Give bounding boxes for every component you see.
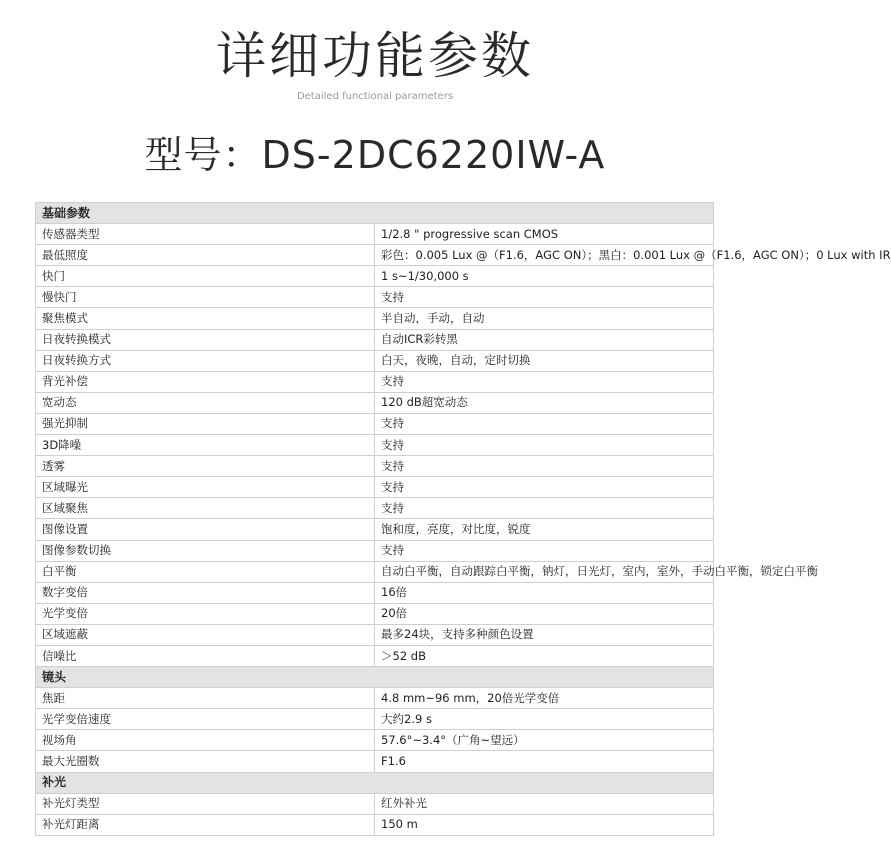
spec-row xyxy=(36,498,714,519)
spec-value: 自动ICR彩转黑 xyxy=(375,329,714,350)
section-header-row xyxy=(36,203,714,224)
section-header-row xyxy=(36,667,714,688)
spec-value: 20倍 xyxy=(375,603,714,624)
section-header-row xyxy=(36,772,714,793)
spec-row xyxy=(36,245,714,266)
spec-row xyxy=(36,751,714,772)
spec-row xyxy=(36,730,714,751)
spec-value: 白天，夜晚，自动，定时切换 xyxy=(375,350,714,371)
spec-value: 支持 xyxy=(375,371,714,392)
spec-row xyxy=(36,392,714,413)
spec-row xyxy=(36,350,714,371)
spec-table xyxy=(35,202,891,836)
spec-value: 16倍 xyxy=(375,582,714,603)
spec-row xyxy=(36,688,714,709)
spec-value: ＞52 dB xyxy=(375,645,714,666)
spec-key: 信噪比 xyxy=(36,645,375,666)
section-title: 镜头 xyxy=(36,667,714,688)
page-subtitle: Detailed functional parameters xyxy=(296,91,454,102)
spec-key: 数字变倍 xyxy=(36,582,375,603)
spec-row xyxy=(36,308,714,329)
section-title: 补光 xyxy=(36,772,714,793)
spec-key: 3D降噪 xyxy=(36,435,375,456)
spec-row xyxy=(36,582,714,603)
spec-row xyxy=(36,645,714,666)
spec-row xyxy=(36,603,714,624)
spec-key: 透雾 xyxy=(36,456,375,477)
spec-key: 背光补偿 xyxy=(36,371,375,392)
spec-key: 快门 xyxy=(36,266,375,287)
spec-row xyxy=(36,287,714,308)
spec-key: 光学变倍速度 xyxy=(36,709,375,730)
spec-row xyxy=(36,793,714,814)
spec-key: 焦距 xyxy=(36,688,375,709)
spec-value: 支持 xyxy=(375,287,714,308)
spec-key: 慢快门 xyxy=(36,287,375,308)
spec-value: 大约2.9 s xyxy=(375,709,714,730)
spec-row xyxy=(36,814,714,835)
spec-row xyxy=(36,266,714,287)
spec-key: 区域聚焦 xyxy=(36,498,375,519)
spec-value: 1 s~1/30,000 s xyxy=(375,266,714,287)
spec-value: 饱和度，亮度，对比度，锐度 xyxy=(375,519,714,540)
spec-value: 支持 xyxy=(375,413,714,434)
spec-key: 聚焦模式 xyxy=(36,308,375,329)
spec-row xyxy=(36,329,714,350)
spec-value: 支持 xyxy=(375,477,714,498)
spec-value: 57.6°~3.4°（广角~望远） xyxy=(375,730,714,751)
spec-key: 最大光圈数 xyxy=(36,751,375,772)
spec-key: 宽动态 xyxy=(36,392,375,413)
spec-key: 传感器类型 xyxy=(36,224,375,245)
spec-value: 150 m xyxy=(375,814,714,835)
spec-key: 白平衡 xyxy=(36,561,375,582)
spec-key: 强光抑制 xyxy=(36,413,375,434)
spec-row xyxy=(36,371,714,392)
spec-value: F1.6 xyxy=(375,751,714,772)
spec-row xyxy=(36,624,714,645)
spec-key: 视场角 xyxy=(36,730,375,751)
spec-row xyxy=(36,709,714,730)
model-number: 型号：DS-2DC6220IW-A xyxy=(144,133,606,177)
spec-key: 图像参数切换 xyxy=(36,540,375,561)
spec-row xyxy=(36,540,714,561)
spec-value: 1/2.8 " progressive scan CMOS xyxy=(375,224,714,245)
spec-key: 日夜转换模式 xyxy=(36,329,375,350)
spec-key: 补光灯距离 xyxy=(36,814,375,835)
spec-value: 120 dB超宽动态 xyxy=(375,392,714,413)
spec-key: 光学变倍 xyxy=(36,603,375,624)
spec-value: 支持 xyxy=(375,498,714,519)
spec-value: 支持 xyxy=(375,435,714,456)
spec-row xyxy=(36,413,714,434)
spec-key: 图像设置 xyxy=(36,519,375,540)
spec-value: 支持 xyxy=(375,456,714,477)
spec-key: 最低照度 xyxy=(36,245,375,266)
spec-value: 4.8 mm~96 mm，20倍光学变倍 xyxy=(375,688,714,709)
spec-row xyxy=(36,456,714,477)
section-title: 基础参数 xyxy=(36,203,714,224)
spec-key: 补光灯类型 xyxy=(36,793,375,814)
spec-row xyxy=(36,435,714,456)
spec-row xyxy=(36,561,714,582)
spec-value: 自动白平衡，自动跟踪白平衡，钠灯，日光灯，室内，室外，手动白平衡，锁定白平衡 xyxy=(375,561,714,582)
spec-value: 半自动，手动，自动 xyxy=(375,308,714,329)
spec-row xyxy=(36,477,714,498)
page-title: 详细功能参数 xyxy=(216,27,534,85)
spec-value: 彩色：0.005 Lux @（F1.6，AGC ON）；黑白：0.001 Lux @（F1.6，AGC ON）；0 Lux with IR xyxy=(375,245,714,266)
spec-row xyxy=(36,519,714,540)
spec-key: 区域遮蔽 xyxy=(36,624,375,645)
spec-value: 红外补光 xyxy=(375,793,714,814)
spec-value: 最多24块，支持多种颜色设置 xyxy=(375,624,714,645)
spec-row xyxy=(36,224,714,245)
spec-key: 日夜转换方式 xyxy=(36,350,375,371)
spec-value: 支持 xyxy=(375,540,714,561)
spec-key: 区域曝光 xyxy=(36,477,375,498)
